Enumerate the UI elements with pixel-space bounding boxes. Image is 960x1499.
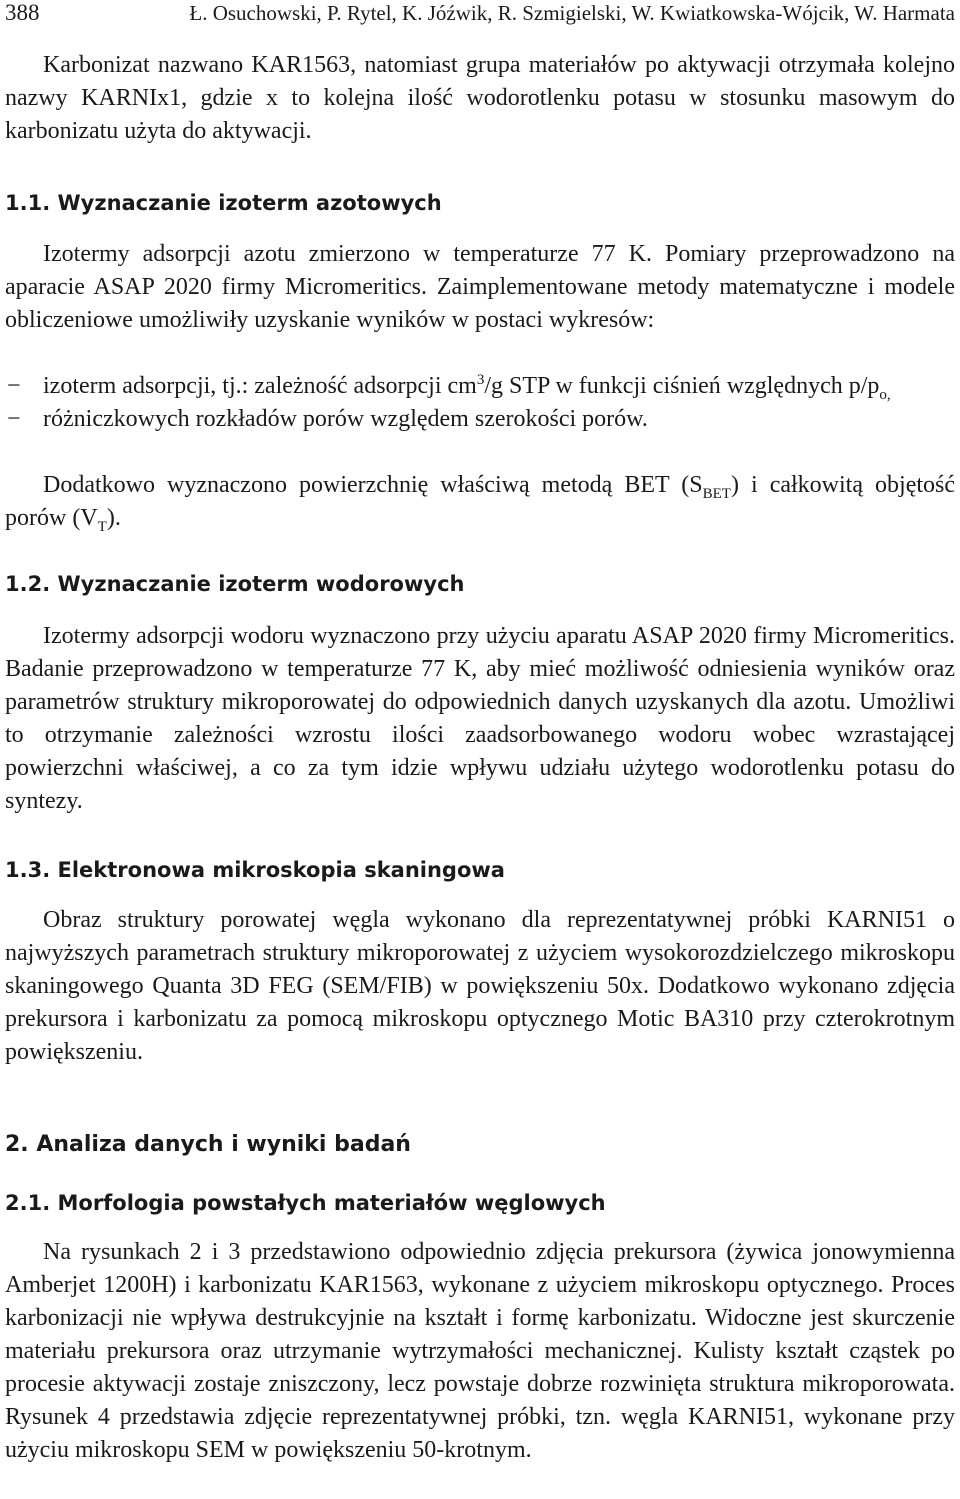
section-2-1-paragraph: Na rysunkach 2 i 3 przedstawiono odpowiednio zdjęcia prekursora (żywica jonowymienna Amberjet 1200H) i karbonizatu KAR1563, wykonane z użyciem mikroskopu optycznego. Proces karbonizacji nie wpływa destrukcyjnie na kształt i formę karbonizatu. Widoczne jest skurczenie materiału prekursora oraz utrzymanie wytrzymałości mechanicznej. Kulisty kształt cząstek po procesie aktywacji zostaje zniszczony, lecz powstaje dobrze rozwinięta struktura mikroporowata. Rysunek 4 przedstawia zdjęcie reprezentatywnej próbki, tzn. węgla KARNI51, wykonane przy użyciu mikroskopu SEM w powiększeniu 50-krotnym. bbox=[5, 1239, 955, 1463]
section-heading-2: 2. Analiza danych i wyniki badań bbox=[5, 1132, 411, 1157]
list-dash: − bbox=[7, 373, 21, 399]
section-1-1-paragraph-2: Dodatkowo wyznaczono powierzchnię właściwą metodą BET $(S_{BET})$ i całkowitą objętość porów $(V_T)$. bbox=[5, 472, 956, 535]
section-1-2-paragraph: Izotermy adsorpcji wodoru wyznaczono przy użyciu aparatu ASAP 2020 firmy Micromeritics. Badanie przeprowadzono w temperaturze 77 K, aby mieć możliwość odniesienia wyników oraz parametrów struktury mikroporowatej do odpowiednich danych uzyskanych dla azotu. Umożliwi to otrzymanie zależności wzrostu ilości zaadsorbowanego wodoru wobec wzrastającej powierzchni właściwej, a co za tym idzie wpływu udziału użytego wodorotlenku potasu do syntezy. bbox=[5, 623, 955, 814]
section-heading-1-1: 1.1. Wyznaczanie izoterm azotowych bbox=[5, 191, 442, 215]
author-list: Ł. Osuchowski, P. Rytel, K. Jóźwik, R. Szmigielski, W. Kwiatkowska-Wójcik, W. Harmata bbox=[189, 1, 955, 25]
list-dash: − bbox=[7, 406, 21, 432]
section-1-1-paragraph: Izotermy adsorpcji azotu zmierzono w temperaturze 77 K. Pomiary przeprowadzono na aparacie ASAP 2020 firmy Micromeritics. Zaimplementowane metody matematyczne i modele obliczeniowe umożliwiły uzyskanie wyników w postaci wykresów: bbox=[5, 241, 955, 333]
intro-paragraph: Karbonizat nazwano KAR1563, natomiast grupa materiałów po aktywacji otrzymała kolejno nazwy KARNIx1, gdzie x to kolejna ilość wodorotlenku potasu w stosunku masowym do karbonizatu użyta do aktywacji. bbox=[5, 52, 955, 144]
section-heading-2-1: 2.1. Morfologia powstałych materiałów węglowych bbox=[5, 1191, 606, 1215]
section-heading-1-3: 1.3. Elektronowa mikroskopia skaningowa bbox=[5, 858, 505, 882]
running-header bbox=[5, 0, 955, 26]
section-1-3-paragraph: Obraz struktury porowatej węgla wykonano dla reprezentatywnej próbki KARNI51 o najwyższych parametrach struktury mikroporowatej z użyciem wysokorozdzielczego mikroskopu skaningowego Quanta 3D FEG (SEM/FIB) w powiększeniu 50x. Dodatkowo wykonano zdjęcia prekursora i karbonizatu za pomocą mikroskopu optycznego Motic BA310 przy czterokrotnym powiększeniu. bbox=[5, 907, 955, 1065]
list-item: − różniczkowych rozkładów porów względem szerokości porów. bbox=[5, 403, 955, 436]
page-number: 388 bbox=[5, 0, 40, 25]
list-item: − izoterm adsorpcji, tj.: zależność adsorpcji $cm^3/g$ STP w funkcji ciśnień względnych $p/p_{o,}$ bbox=[7, 372, 891, 403]
section-heading-1-2: 1.2. Wyznaczanie izoterm wodorowych bbox=[5, 572, 465, 596]
plot-type-list bbox=[5, 370, 955, 436]
